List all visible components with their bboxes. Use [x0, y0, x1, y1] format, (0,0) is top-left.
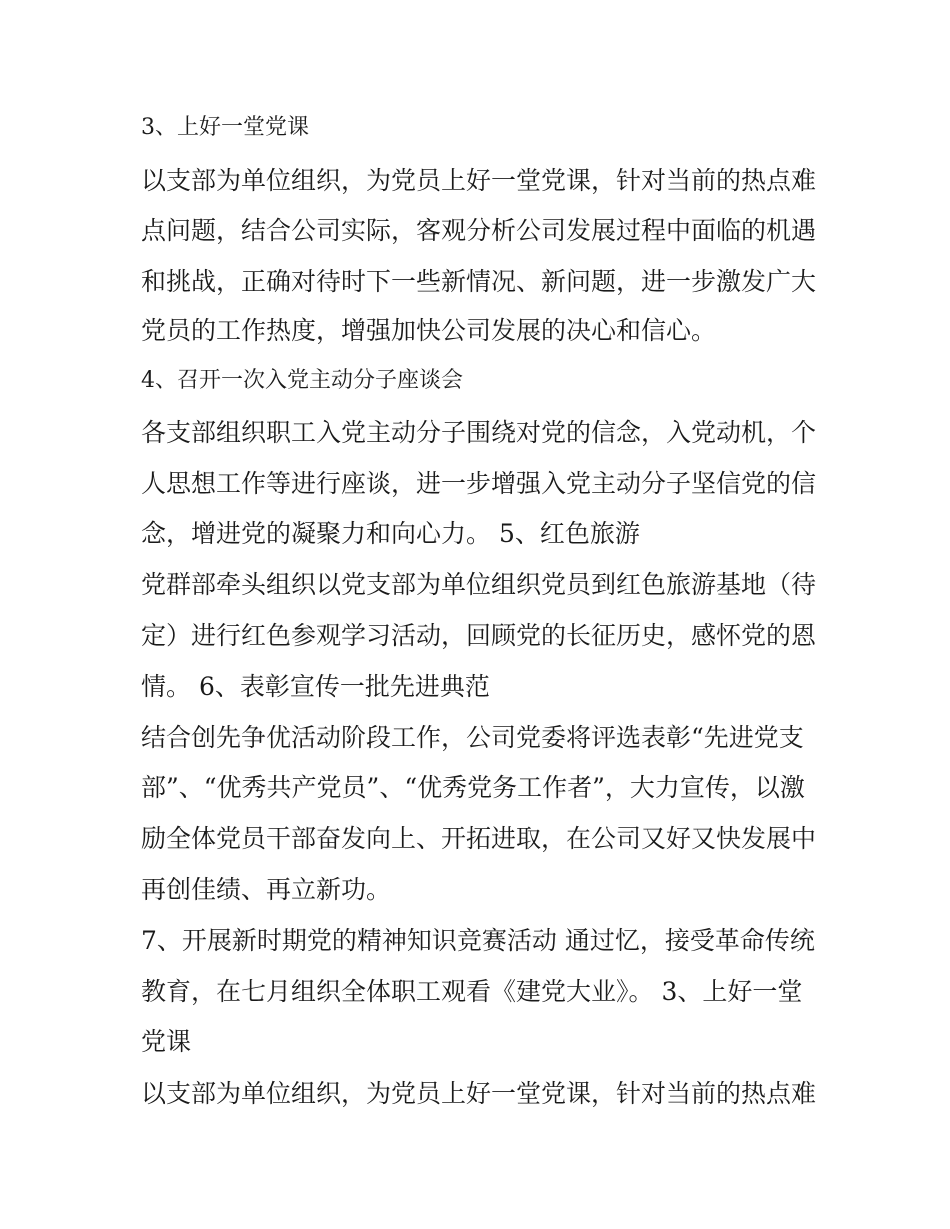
section-heading-3: 3、上好一堂党课	[141, 115, 309, 140]
paragraph-line: 教育，在七月组织全体职工观看《建党大业》。 3、上好一堂	[141, 977, 803, 1006]
paragraph-line: 定）进行红色参观学习活动，回顾党的长征历史，感怀党的恩	[141, 621, 817, 650]
paragraph-line: 以支部为单位组织，为党员上好一堂党课，针对当前的热点难	[141, 1079, 817, 1108]
paragraph-line: 结合创先争优活动阶段工作，公司党委将评选表彰“先进党支	[141, 723, 804, 752]
paragraph-line: 情。 6、表彰宣传一批先进典范	[141, 672, 490, 701]
paragraph-line: 部”、“优秀共产党员”、“优秀党务工作者”，大力宣传，以激	[141, 773, 805, 802]
paragraph-line: 点问题，结合公司实际，客观分析公司发展过程中面临的机遇	[141, 216, 817, 245]
paragraph-line: 人思想工作等进行座谈，进一步增强入党主动分子坚信党的信	[141, 469, 817, 498]
paragraph-line: 和挑战，正确对待时下一些新情况、新问题，进一步激发广大	[141, 267, 817, 296]
paragraph-line: 以支部为单位组织，为党员上好一堂党课，针对当前的热点难	[141, 166, 817, 195]
paragraph-line: 7、开展新时期党的精神知识竞赛活动 通过忆，接受革命传统	[141, 926, 815, 955]
paragraph-line: 党群部牵头组织以党支部为单位组织党员到红色旅游基地（待	[141, 570, 817, 599]
paragraph-line: 党课	[141, 1027, 192, 1056]
paragraph-line: 再创佳绩、再立新功。	[141, 875, 392, 904]
paragraph-line: 念，增进党的凝聚力和向心力。 5、红色旅游	[141, 519, 640, 548]
paragraph-line: 各支部组织职工入党主动分子围绕对党的信念，入党动机，个	[141, 418, 817, 447]
section-heading-4: 4、召开一次入党主动分子座谈会	[141, 368, 463, 393]
paragraph-line: 党员的工作热度，增强加快公司发展的决心和信心。	[141, 316, 717, 345]
paragraph-line: 励全体党员干部奋发向上、开拓进取，在公司又好又快发展中	[141, 824, 817, 853]
